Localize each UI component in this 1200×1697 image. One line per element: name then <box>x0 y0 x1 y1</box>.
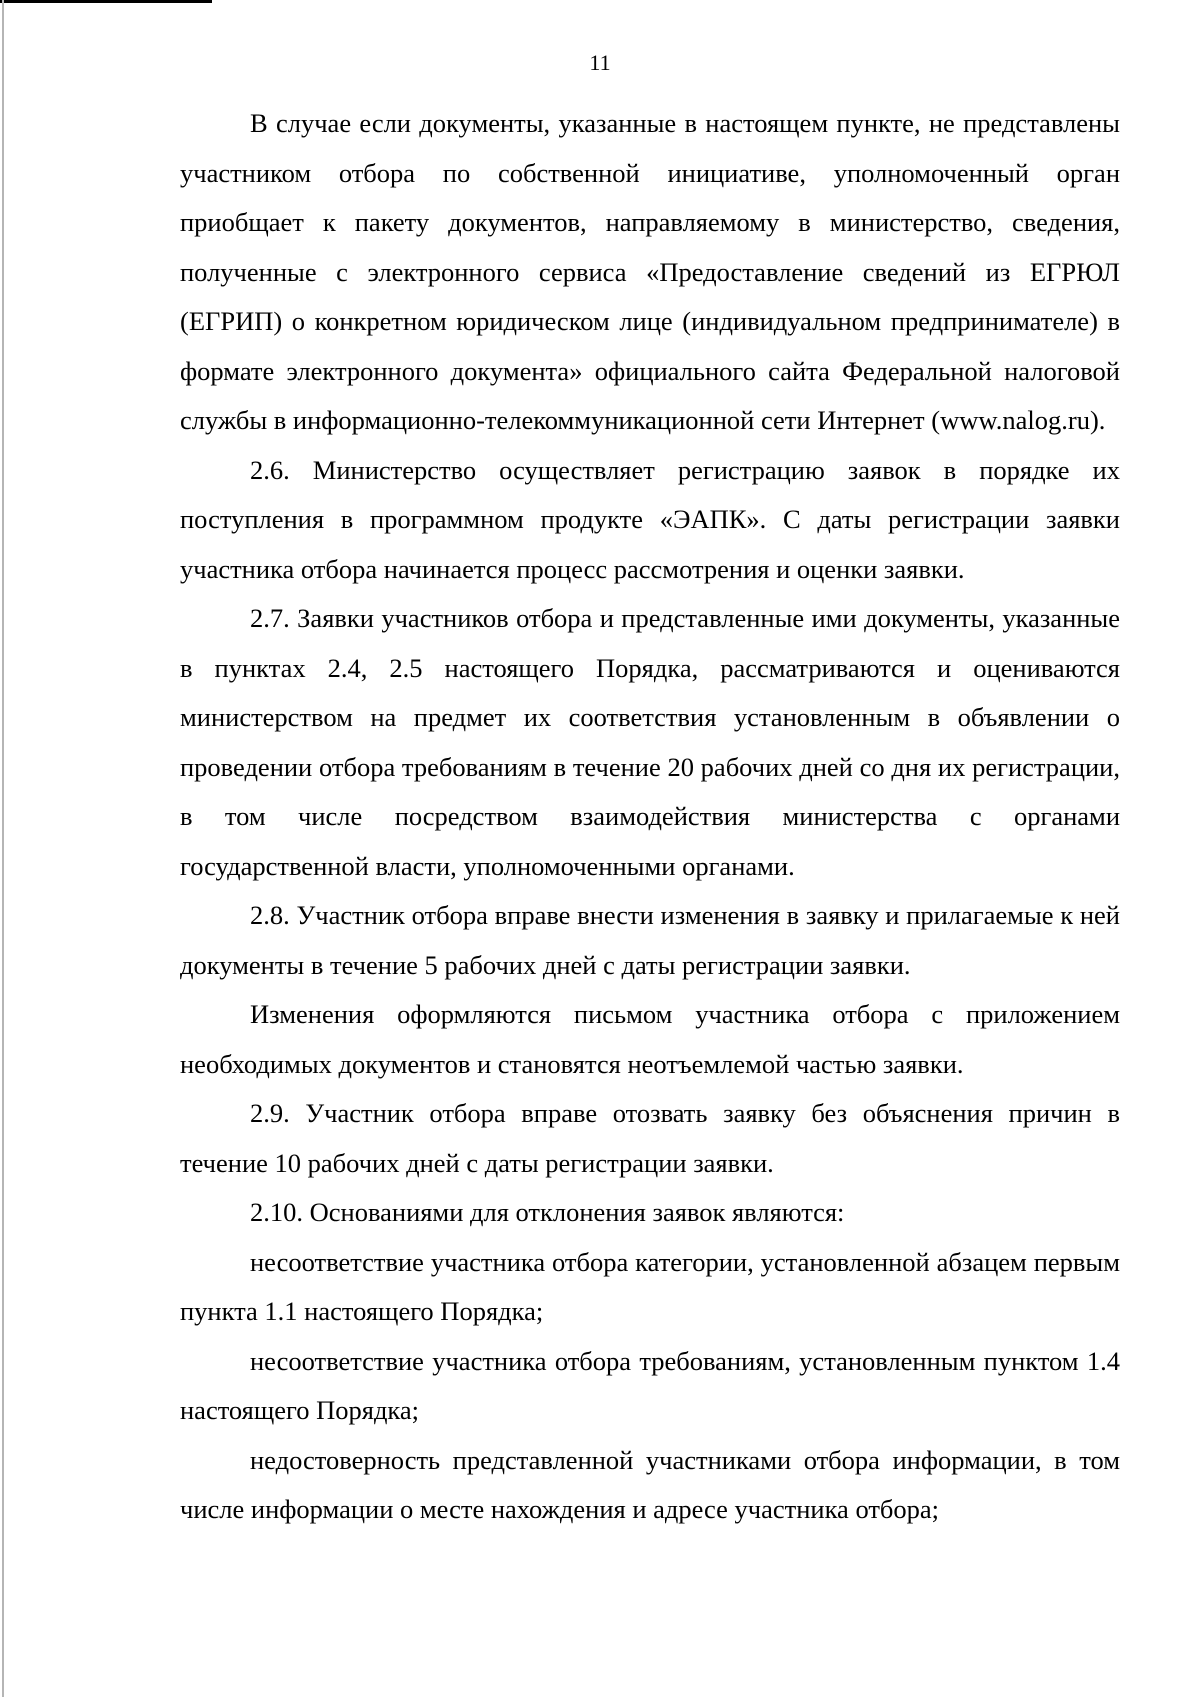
document-body <box>180 99 1120 1535</box>
paragraph-2-7: 2.7. Заявки участников отбора и представленные ими документы, указанные в пунктах 2.4, 2.5 настоящего Порядка, рассматриваются и оцениваются министерством на предмет их соответствия установленным в объявлении о проведении отбора требованиям в течение 20 рабочих дней со дня их регистрации, в том числе посредством взаимодействия министерства с органами государственной власти, уполномоченными органами. <box>180 603 1120 881</box>
page-number: 11 <box>589 50 611 75</box>
paragraph-2-6: 2.6. Министерство осуществляет регистрацию заявок в порядке их поступления в программном продукте «ЭАПК». С даты регистрации заявки участника отбора начинается процесс рассмотрения и оценки заявки. <box>180 454 1120 584</box>
paragraph-egrul-info: В случае если документы, указанные в настоящем пункте, не представлены участником отбора по собственной инициативе, уполномоченный орган приобщает к пакету документов, направляемому в министерство, сведения, полученные с электронного сервиса «Предоставление сведений из ЕГРЮЛ (ЕГРИП) о конкретном юридическом лице (индивидуальном предпринимателе) в формате электронного документа» официального сайта Федеральной налоговой службы в информационно-телекоммуникационной сети Интернет (www.nalog.ru). <box>180 108 1120 435</box>
paragraph-2-9: 2.9. Участник отбора вправе отозвать заявку без объяснения причин в течение 10 рабочих дней с даты регистрации заявки. <box>180 1098 1120 1178</box>
paragraph-reason-requirements: несоответствие участника отбора требованиям, установленным пунктом 1.4 настоящего Порядка; <box>180 1345 1120 1425</box>
scan-top-border <box>0 0 212 3</box>
scan-left-border <box>2 0 4 1697</box>
paragraph-changes: Изменения оформляются письмом участника отбора с приложением необходимых документов и становятся неотъемлемой частью заявки. <box>180 999 1120 1079</box>
paragraph-reason-category: несоответствие участника отбора категории, установленной абзацем первым пункта 1.1 настоящего Порядка; <box>180 1246 1120 1326</box>
paragraph-reason-false-info: недостоверность представленной участниками отбора информации, в том числе информации о месте нахождения и адресе участника отбора; <box>180 1444 1120 1524</box>
paragraph-2-10: 2.10. Основаниями для отклонения заявок являются: <box>250 1197 845 1227</box>
paragraph-2-8: 2.8. Участник отбора вправе внести изменения в заявку и прилагаемые к ней документы в течение 5 рабочих дней с даты регистрации заявки. <box>180 900 1120 980</box>
